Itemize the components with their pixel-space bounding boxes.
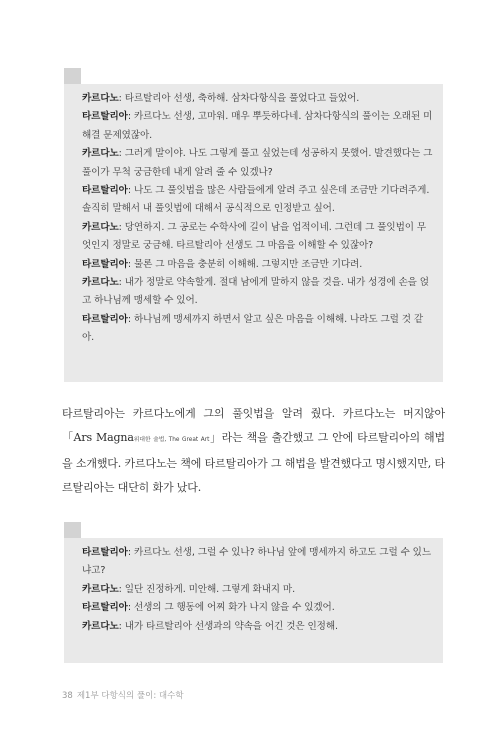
dialogue-line: 타르탈리아: 카르다노 선생, 고마워. 매우 뿌듯하다네. 삼차다항식의 풀이는 오래된 미해결 문제였잖아. [82,111,433,141]
book-subtitle: 위대한 술법, The Great Art [133,436,210,443]
dialogue-line: 카르다노: 내가 정말로 약속할게. 절대 남에게 말하지 않을 것을. 내가 성경에 손을 얹고 하나님께 맹세할 수 있어. [82,277,429,307]
narrative-text-2: 」라는 책을 출간했고 그 안에 타르탈리아의 해법을 소개했다. 카르다노는 책에 타르탈리아가 그 해법을 발견했다고 명시했지만, 타르탈리아는 대단히 화가 났다. [62,430,445,494]
dialogue-text: 당연하지. 그 공로는 수학사에 길이 남을 업적이네. 그런데 그 풀잇법이 무엇인지 정말로 궁금해. 타르탈리아 선생도 그 마음을 이해할 수 있잖아? [82,221,427,252]
dialogue-box-1 [64,84,443,382]
speaker-name: 타르탈리아 [82,185,128,197]
box1-tab [64,68,81,84]
dialogue-text: 카르다노 선생, 고마워. 매우 뿌듯하다네. 삼차다항식의 풀이는 오래된 미해결 문제였잖아. [82,111,433,141]
dialogue-line: 타르탈리아: 하나님께 맹세까지 하면서 알고 싶은 마음을 이해해. 나라도 그럴 것 같아. [82,313,424,344]
speaker-name: 카르다노 [82,620,119,632]
dialogue-text: 타르탈리아 선생, 축하해. 삼차다항식을 풀었다고 들었어. [124,93,360,104]
dialogue-line: 타르탈리아: 나도 그 풀잇법을 많은 사람들에게 알려 주고 싶은데 조금만 기다려주게. 솔직히 말해서 내 풀잇법에 대해서 공식적으로 인정받고 싶어. [82,185,430,215]
speaker-name: 카르다노 [82,93,119,104]
dialogue-text: 카르다노 선생, 그럴 수 있나? 하나님 앞에 맹세까지 하고도 그럴 수 있느냐고? [82,547,432,577]
speaker-name: 카르다노 [82,148,119,160]
dialogue-text: 하나님께 맹세까지 하면서 알고 싶은 마음을 이해해. 나라도 그럴 것 같아. [82,313,424,344]
section-title: 제1부 다항식의 풀이: 대수학 [76,691,184,701]
speaker-name: 카르다노 [82,583,119,595]
speaker-name: 타르탈리아 [82,547,128,558]
dialogue-text: 나도 그 풀잇법을 많은 사람들에게 알려 주고 싶은데 조금만 기다려주게. 솔직히 말해서 내 풀잇법에 대해서 공식적으로 인정받고 싶어. [82,185,430,215]
speaker-name: 타르탈리아 [82,258,128,270]
dialogue-text: 그러게 말이야. 나도 그렇게 풀고 싶었는데 성공하지 못했어. 발견했다는 그 풀이가 무척 궁금한데 내게 알려 줄 수 있겠나? [82,148,433,178]
dialogue-line: 카르다노: 내가 타르탈리아 선생과의 약속을 어긴 것은 인정해. [82,620,338,632]
page-footer [62,689,184,701]
dialogue-box-2 [64,538,443,663]
speaker-name: 타르탈리아 [82,602,128,614]
dialogue-line: 카르다노: 타르탈리아 선생, 축하해. 삼차다항식을 풀었다고 들었어. [82,93,360,104]
dialogue-text: 물론 그 마음을 충분히 이해해. 그렇지만 조금만 기다려. [133,258,363,270]
narrative-paragraph [62,402,445,499]
dialogue-line: 타르탈리아: 물론 그 마음을 충분히 이해해. 그렇지만 조금만 기다려. [82,258,363,270]
dialogue-text: 내가 정말로 약속할게. 절대 남에게 말하지 않을 것을. 내가 성경에 손을 얹고 하나님께 맹세할 수 있어. [82,277,429,307]
dialogue-line: 카르다노: 그러게 말이야. 나도 그렇게 풀고 싶었는데 성공하지 못했어. 발견했다는 그 풀이가 무척 궁금한데 내게 알려 줄 수 있겠나? [82,148,433,178]
dialogue-text: 내가 타르탈리아 선생과의 약속을 어긴 것은 인정해. [124,620,338,632]
dialogue-text: 일단 진정하게. 미안해. 그렇게 화내지 마. [124,583,296,595]
speaker-name: 타르탈리아 [82,313,128,325]
dialogue-line: 카르다노: 일단 진정하게. 미안해. 그렇게 화내지 마. [82,583,296,595]
page-number: 38 [62,691,73,701]
dialogue-line: 카르다노: 당연하지. 그 공로는 수학사에 길이 남을 업적이네. 그런데 그 풀잇법이 무엇인지 정말로 궁금해. 타르탈리아 선생도 그 마음을 이해할 수 있잖아? [82,221,427,252]
speaker-name: 카르다노 [82,277,119,289]
narrative-text-1: 타르탈리아는 카르다노에게 그의 풀잇법을 알려 줬다. 카르다노는 머지않아 「Ars Magna [62,407,445,444]
dialogue-line: 타르탈리아: 카르다노 선생, 그럴 수 있나? 하나님 앞에 맹세까지 하고도 그럴 수 있느냐고? [82,547,432,577]
speaker-name: 타르탈리아 [82,111,128,123]
dialogue-text: 선생의 그 행동에 어찌 화가 나지 않을 수 있겠어. [133,602,335,614]
speaker-name: 카르다노 [82,221,119,233]
box2-tab [64,522,81,538]
dialogue-line: 타르탈리아: 선생의 그 행동에 어찌 화가 나지 않을 수 있겠어. [82,602,335,614]
